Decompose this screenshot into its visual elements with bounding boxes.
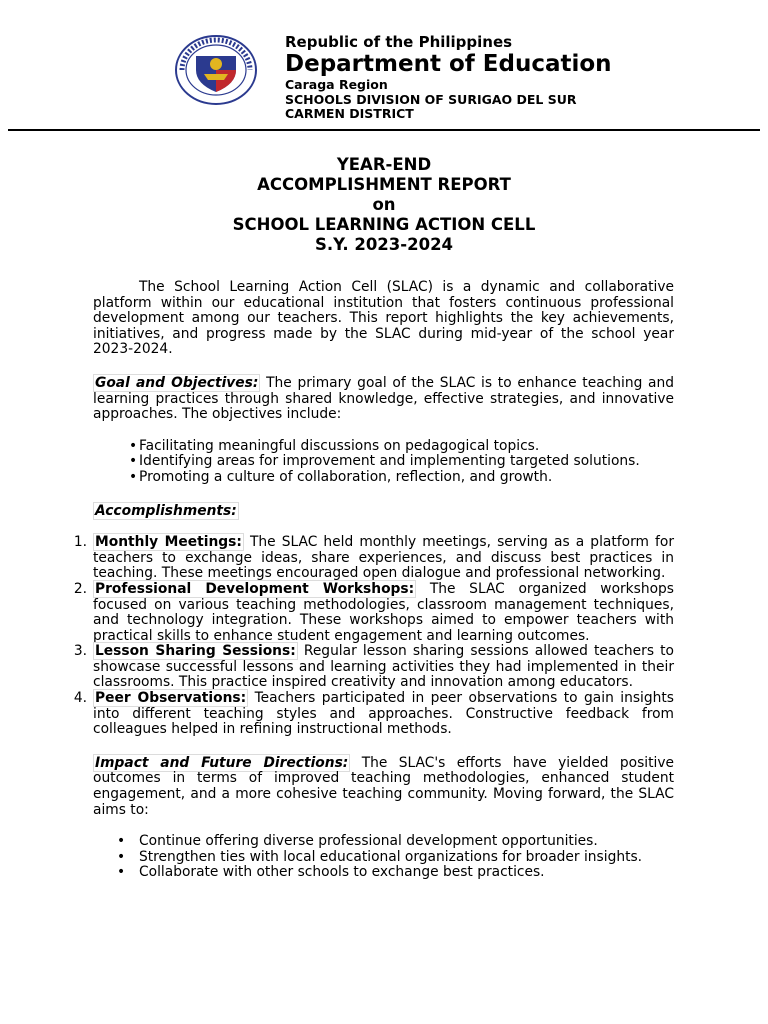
item-text: Teachers participated in peer observations to gain insights into different teaching styles and approaches. Constructive feedback from colleagues helped in refining instructional methods. <box>93 690 674 738</box>
goals-heading: Goal and Objectives: <box>95 374 259 391</box>
report-title <box>0 155 768 255</box>
accomplishments-heading: Accomplishments: <box>95 502 237 519</box>
report-body <box>73 279 675 881</box>
division-line: SCHOOLS DIVISION OF SURIGAO DEL SUR <box>285 91 577 107</box>
list-item <box>73 580 674 644</box>
title-line-2: ACCOMPLISHMENT REPORT <box>257 175 511 194</box>
item-label: Lesson Sharing Sessions: <box>95 643 296 660</box>
deped-seal-logo <box>174 34 258 106</box>
district-line: CARMEN DISTRICT <box>285 106 414 121</box>
list-item: • Collaborate with other schools to exchange best practices. <box>139 865 674 881</box>
item-text: The SLAC held monthly meetings, serving as a platform for teachers to exchange ideas, share experiences, and discuss best practices in teaching. These meetings encouraged open dialogue and professional networking. <box>93 534 675 582</box>
item-label: Monthly Meetings: <box>95 534 242 551</box>
intro-paragraph: The School Learning Action Cell (SLAC) is a dynamic and collaborative platform within our educational institution that fosters continuous professional development among our teachers. This report highlights the key achievements, initiatives, and progress made by the SLAC during mid-year of the school year 2023-2024. <box>93 279 674 358</box>
goals-paragraph <box>93 376 674 423</box>
list-item: • Promoting a culture of collaboration, reflection, and growth. <box>139 470 674 486</box>
item-number: 4. <box>73 690 87 707</box>
item-label: Professional Development Workshops: <box>95 580 415 597</box>
title-line-1: YEAR-END <box>336 155 432 174</box>
item-number: 3. <box>73 643 87 660</box>
list-item: • Strengthen ties with local educational organizations for broader insights. <box>139 850 674 866</box>
list-item <box>73 643 674 691</box>
item-text: The SLAC organized workshops focused on various teaching methodologies, classroom management techniques, and technology integration. These workshops aimed to empower teachers with practical skills to enhance student engagement and learning outcomes. <box>93 580 674 644</box>
title-line-5: S.Y. 2023-2024 <box>314 235 454 254</box>
department-name: Department of Education <box>285 51 612 77</box>
impact-heading: Impact and Future Directions: <box>95 754 349 771</box>
impact-paragraph <box>93 756 674 818</box>
list-item: • Continue offering diverse professional development opportunities. <box>139 834 674 850</box>
item-text: Regular lesson sharing sessions allowed teachers to showcase successful lessons and learning activities they had implemented in their classrooms. This practice inspired creativity and innovation among educators. <box>93 643 674 691</box>
accomplishments-heading-paragraph <box>93 504 674 520</box>
item-number: 1. <box>73 534 87 551</box>
list-item: • Identifying areas for improvement and implementing targeted solutions. <box>139 454 674 470</box>
accomplishments-list <box>73 534 675 738</box>
goals-text: The primary goal of the SLAC is to enhance teaching and learning practices through shared knowledge, effective strategies, and innovative approaches. The objectives include: <box>93 374 674 423</box>
title-line-4: SCHOOL LEARNING ACTION CELL <box>232 215 536 234</box>
objectives-list <box>93 439 674 486</box>
future-directions-list <box>93 834 674 881</box>
item-number: 2. <box>73 580 87 597</box>
republic-line: Republic of the Philippines <box>285 33 513 51</box>
title-line-3: on <box>372 195 396 214</box>
impact-text: The SLAC's efforts have yielded positive outcomes in terms of improved teaching methodologies, enhanced student engagement, and a more cohesive teaching community. Moving forward, the SLAC aims to: <box>93 754 674 818</box>
list-item <box>73 690 674 738</box>
header-divider <box>8 129 760 131</box>
agency-header <box>285 34 612 122</box>
list-item <box>73 534 675 582</box>
region-line: Caraga Region <box>285 77 388 92</box>
item-label: Peer Observations: <box>95 690 247 707</box>
list-item: • Facilitating meaningful discussions on pedagogical topics. <box>139 439 674 455</box>
